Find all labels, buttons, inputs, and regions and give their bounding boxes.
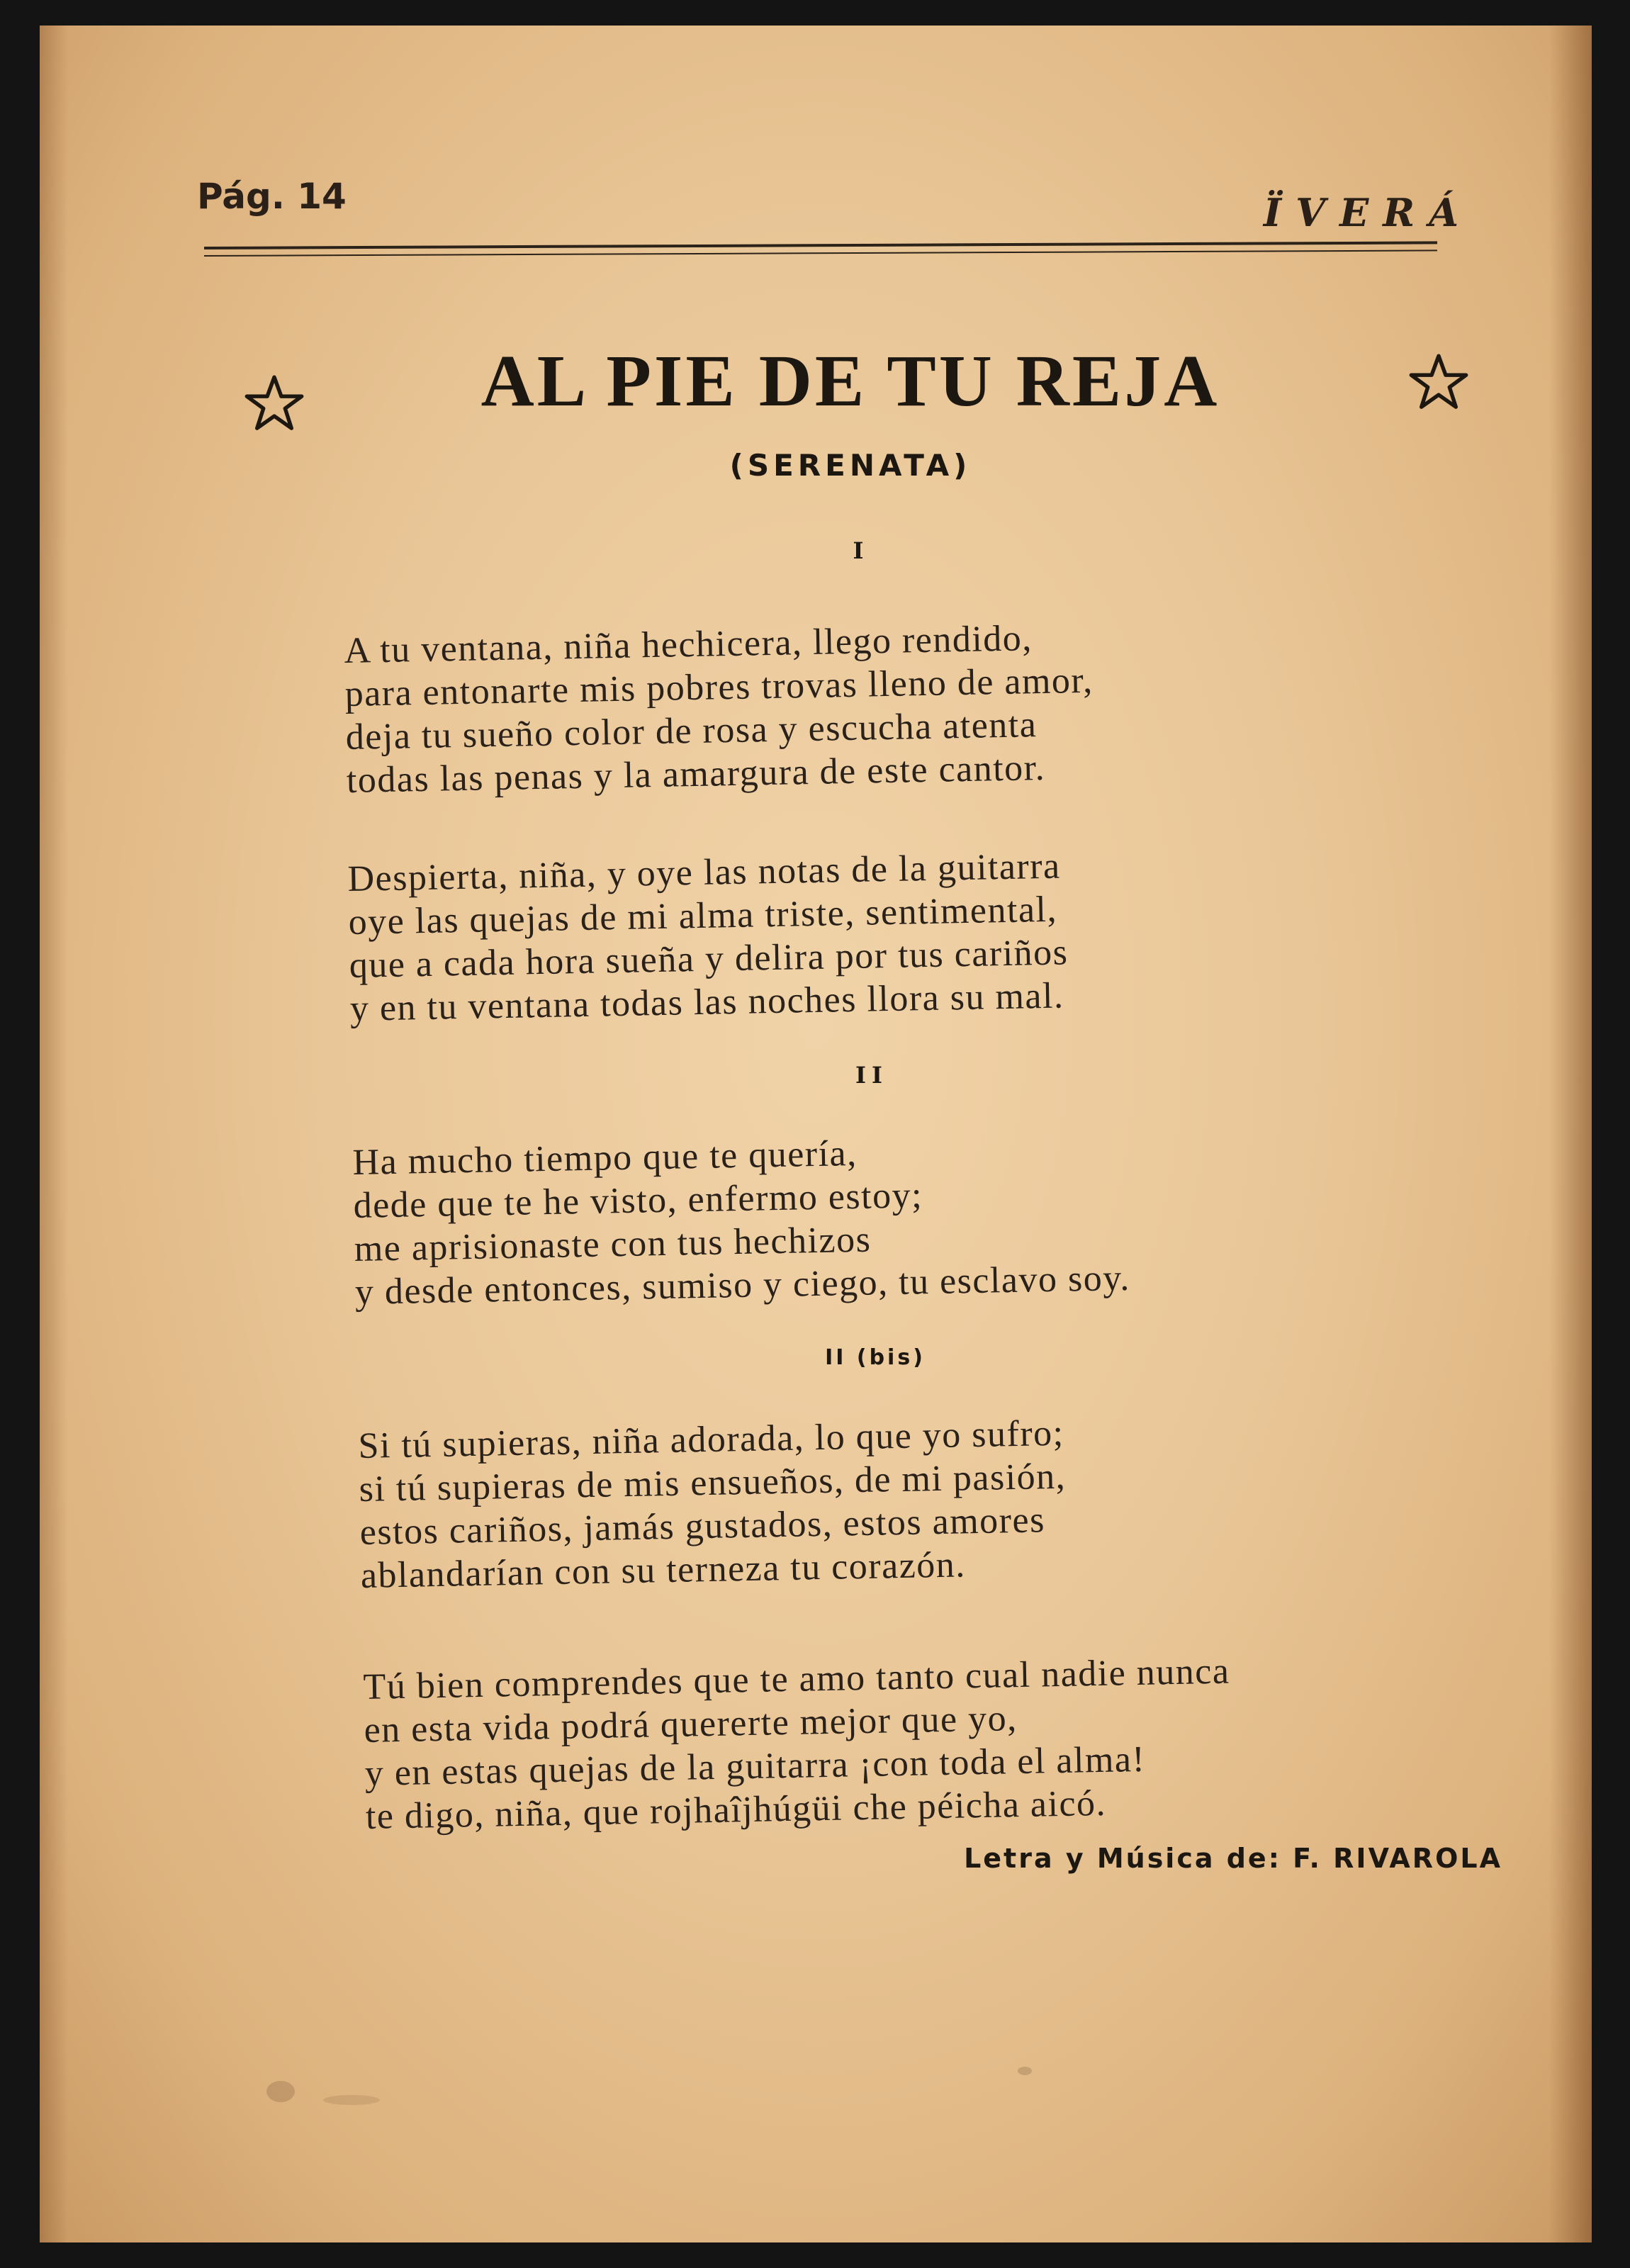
verse-line: que a cada hora sueña y delira por tus cariños (349, 932, 1069, 986)
stanza-2 (347, 844, 1069, 1031)
verse-line: y en estas quejas de la guitarra ¡con toda el alma! (364, 1739, 1146, 1794)
verse-line: A tu ventana, niña hechicera, llego rendido, (344, 618, 1033, 671)
star-icon (242, 372, 306, 436)
verse-line: y en tu ventana todas las noches llora su mal. (349, 975, 1064, 1029)
verse-line: estos cariños, jamás gustados, estos amores (359, 1500, 1046, 1553)
stanza-1 (344, 616, 1095, 802)
section-marker-3: II (bis) (825, 1345, 926, 1370)
page-number: Pág. 14 (197, 176, 347, 217)
section-marker-1: I (853, 537, 870, 564)
verse-line: deja tu sueño color de rosa y escucha atenta (345, 704, 1038, 758)
verse-line: si tú supieras de mis ensueños, de mi pasión, (359, 1456, 1067, 1510)
section-marker-2: II (855, 1062, 888, 1089)
verse-line: dede que te he visto, enfermo estoy; (353, 1175, 923, 1226)
verse-line: Si tú supieras, niña adorada, lo que yo sufro; (358, 1413, 1065, 1466)
stanza-4 (358, 1412, 1068, 1598)
song-subtitle: (SERENATA) (729, 448, 972, 483)
verse-line: Despierta, niña, y oye las notas de la guitarra (347, 846, 1062, 899)
star-icon (1407, 351, 1471, 415)
verse-line: oye las quejas de mi alma triste, sentimental, (348, 889, 1058, 943)
verse-line: te digo, niña, que rojhaîjhúgüi che péicha aicó. (365, 1783, 1107, 1837)
verse-line: ablandarían con su terneza tu corazón. (360, 1544, 967, 1596)
page-shadow-right (1549, 26, 1592, 2242)
page-header (197, 176, 1473, 240)
song-credit: Letra y Música de: F. RIVAROLA (964, 1843, 1502, 1874)
paper-spot (323, 2095, 380, 2105)
page-shadow-left (40, 26, 68, 2242)
verse-line: y desde entonces, sumiso y ciego, tu esclavo soy. (354, 1257, 1131, 1313)
magazine-name: ÏVERÁ (1263, 190, 1473, 235)
paper-spot (266, 2081, 295, 2102)
verse-line: en esta vida podrá quererte mejor que yo, (364, 1698, 1018, 1751)
stanza-5 (363, 1650, 1232, 1838)
paper-spot (1018, 2067, 1032, 2075)
stanza-3 (352, 1127, 1130, 1314)
verse-line: Tú bien comprendes que te amo tanto cual nadie nunca (363, 1651, 1230, 1707)
verse-line: me aprisionaste con tus hechizos (354, 1219, 872, 1269)
verse-line: todas las penas y la amargura de este cantor. (346, 747, 1046, 801)
song-title: AL PIE DE TU REJA (480, 340, 1220, 422)
verse-line: para entonarte mis pobres trovas lleno de amor, (344, 660, 1094, 714)
verse-line: Ha mucho tiempo que te quería, (352, 1133, 858, 1183)
